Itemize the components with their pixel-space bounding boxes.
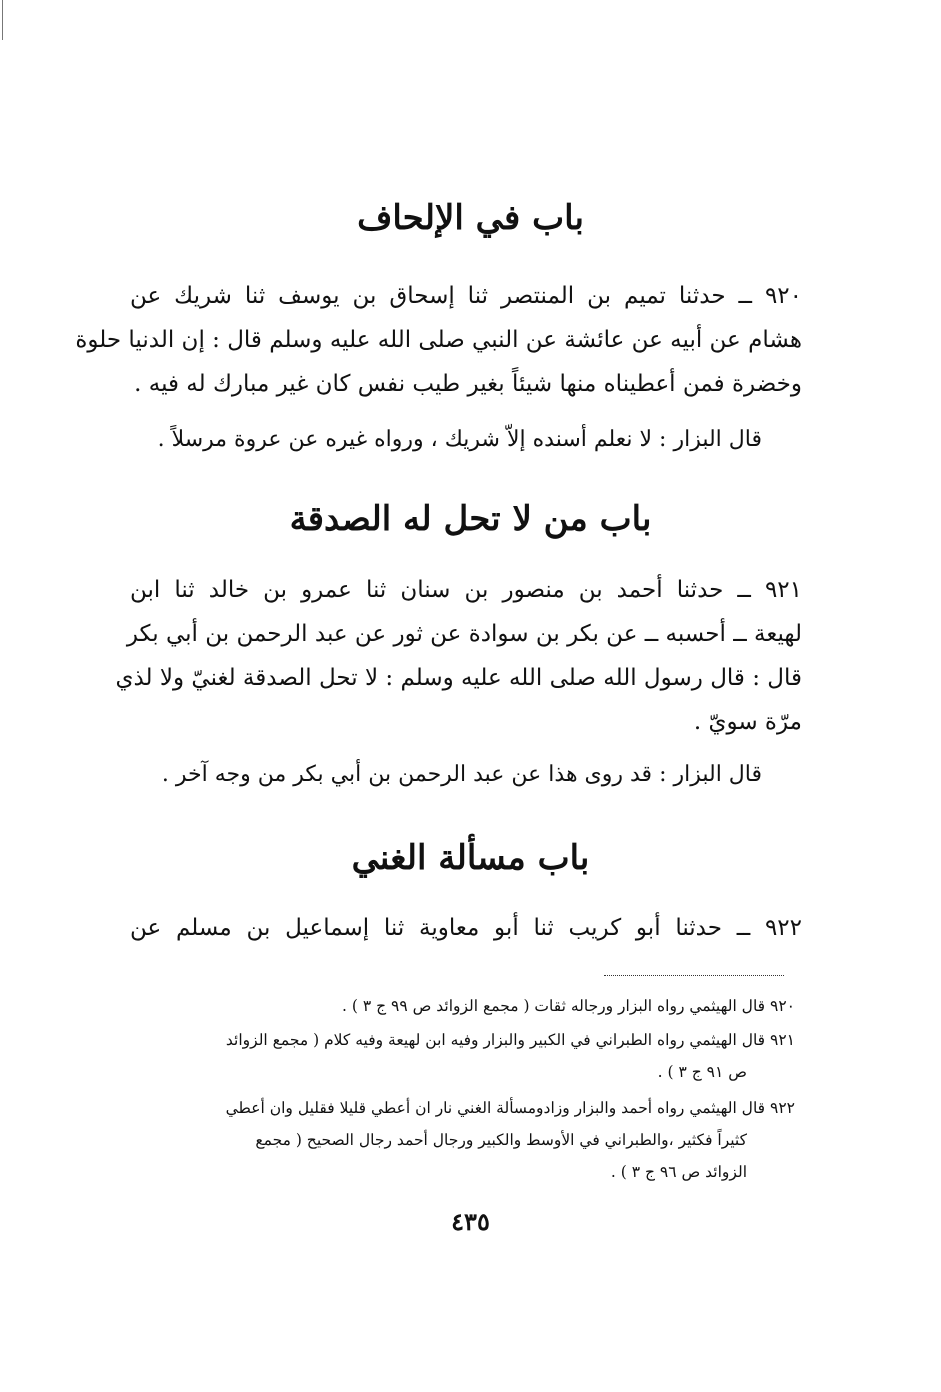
bazzar-note-920: قال البزار : لا نعلم أسنده إلاّ شريك ، ورواه غيره عن عروة مرسلاً . [157, 427, 762, 452]
footnote-922-line-3: الزوائد ص ٩٦ ج ٣ ) . [610, 1163, 747, 1181]
footnote-922-line-1: ٩٢٢ قال الهيثمي رواه أحمد والبزار وزادومسألة الغني نار ان أعطي قليلا فقليل وان أعطي [225, 1099, 795, 1117]
hadith-922-line-1: ٩٢٢ ــ حدثنا أبو كريب ثنا أبو معاوية ثنا إسماعيل بن مسلم عن [130, 915, 802, 941]
hadith-921-line-1: ٩٢١ ــ حدثنا أحمد بن منصور بن سنان ثنا عمرو بن خالد ثنا ابن [130, 577, 802, 603]
hadith-920-line-3: وخضرة فمن أعطيناه منها شيئاً بغير طيب نفس كان غير مبارك له فيه . [134, 371, 802, 397]
footnote-921-line-2: ص ٩١ ج ٣ ) . [657, 1063, 747, 1081]
footnote-922-line-2: كثيراً فكثير ،والطبراني في الأوسط والكبير ورجال أحمد رجال الصحيح ( مجمع [255, 1131, 747, 1149]
footnote-921-line-1: ٩٢١ قال الهيثمي رواه الطبراني في الكبير والبزار وفيه ابن لهيعة وفيه كلام ( مجمع الزوائد [225, 1031, 795, 1049]
footnote-921 [115, 1024, 795, 1088]
bazzar-note-921: قال البزار : قد روى هذا عن عبد الرحمن بن أبي بكر من وجه آخر . [161, 762, 762, 787]
hadith-921-line-2: لهيعة ــ أحسبه ــ عن بكر بن سوادة عن ثور عن عبد الرحمن بن أبي بكر [126, 621, 802, 647]
chapter-heading-sadaqa: باب من لا تحل له الصدقة [289, 499, 652, 539]
hadith-920 [75, 274, 802, 406]
footnote-920-line-1: ٩٢٠ قال الهيثمي رواه البزار ورجاله ثقات ( مجمع الزوائد ص ٩٩ ج ٣ ) . [341, 997, 795, 1015]
hadith-921 [115, 568, 802, 744]
chapter-heading-ilhaf: باب في الإلحاف [357, 198, 584, 238]
page-number: ٤٣٥ [451, 1207, 490, 1236]
chapter-heading-masalat-alghani: باب مسألة الغني [351, 838, 590, 878]
hadith-920-line-1: ٩٢٠ ــ حدثنا تميم بن المنتصر ثنا إسحاق بن يوسف ثنا شريك عن [130, 283, 802, 309]
hadith-921-line-3: قال : قال رسول الله صلى الله عليه وسلم : لا تحل الصدقة لغنيّ ولا لذي [115, 665, 802, 691]
footnote-separator [604, 975, 784, 976]
scan-edge-line [2, 0, 3, 40]
footnote-922 [115, 1092, 795, 1188]
hadith-921-line-4: مرّة سويّ . [693, 709, 802, 735]
hadith-922 [130, 906, 802, 950]
footnote-920 [115, 990, 795, 1022]
hadith-920-line-2: هشام عن أبيه عن عائشة عن النبي صلى الله عليه وسلم قال : إن الدنيا حلوة [75, 327, 802, 353]
